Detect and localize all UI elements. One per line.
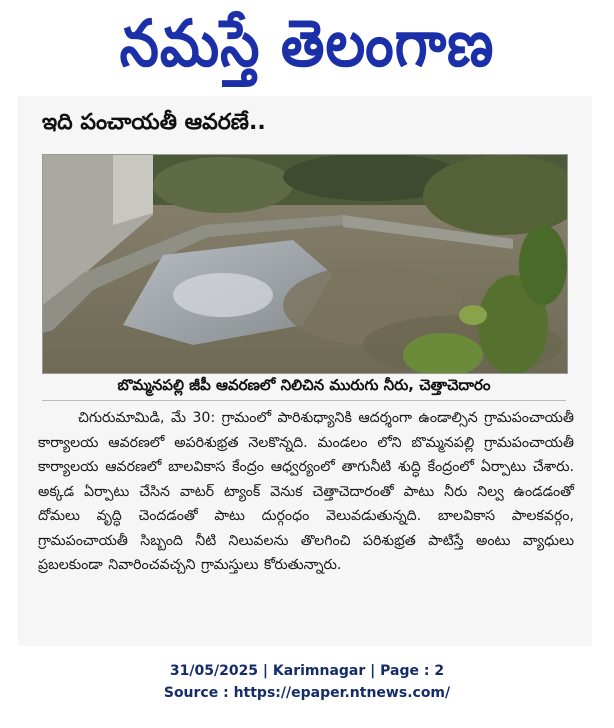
- news-photo: [42, 154, 568, 374]
- article-body: చిగురుమామిడి, మే 30: గ్రామంలో పారిశుధ్యానికి ఆదర్శంగా ఉండాల్సిన గ్రామపంచాయతీ కార్యాలయ ఆవరణలో అపరిశుభ్రత నెలకొన్నది. మండలం లోని బొమ్మనపల్లి గ్రామపంచాయతీ కార్యాలయ ఆవరణలో బాలవికాస కేంద్రం ఆధ్వర్యంలో తాగునీటి శుద్ధి కేంద్రంలో ఏర్పాటు చేశారు. అక్కడ ఏర్పాటు చేసిన వాటర్ ట్యాంక్ వెనుక చెత్తాచెదారంతో పాటు నీరు నిల్వ ఉండడంతో దోమలు వృద్ధి చెందడంతో పాటు దుర్గంధం వెలువడుతున్నది. బాలవికాస పాలకవర్గం, గ్రామపంచాయతీ సిబ్బంది నీటి నిలువలను తొలగించి పరిశుభ్రత పాటిస్తే అంటు వ్యాధులు ప్రబలకుండా నివారించవచ్చని గ్రామస్తులు కోరుతున్నారు.: [38, 410, 574, 573]
- newspaper-title: నమస్తే తెలంగాణ: [119, 7, 495, 82]
- masthead: [0, 0, 614, 90]
- source-footer: [0, 660, 614, 704]
- publication-info: 31/05/2025 | Karimnagar | Page : 2: [169, 663, 445, 679]
- photo-caption: బొమ్మనపల్లి జీపీ ఆవరణలో నిలిచిన మురుగు నీరు, చెత్తాచెదారం: [42, 374, 566, 401]
- source-link[interactable]: Source : https://epaper.ntnews.com/: [163, 685, 451, 701]
- article-headline: ఇది పంచాయతీ ఆవరణే..: [42, 110, 266, 135]
- article-clipping: [18, 96, 592, 646]
